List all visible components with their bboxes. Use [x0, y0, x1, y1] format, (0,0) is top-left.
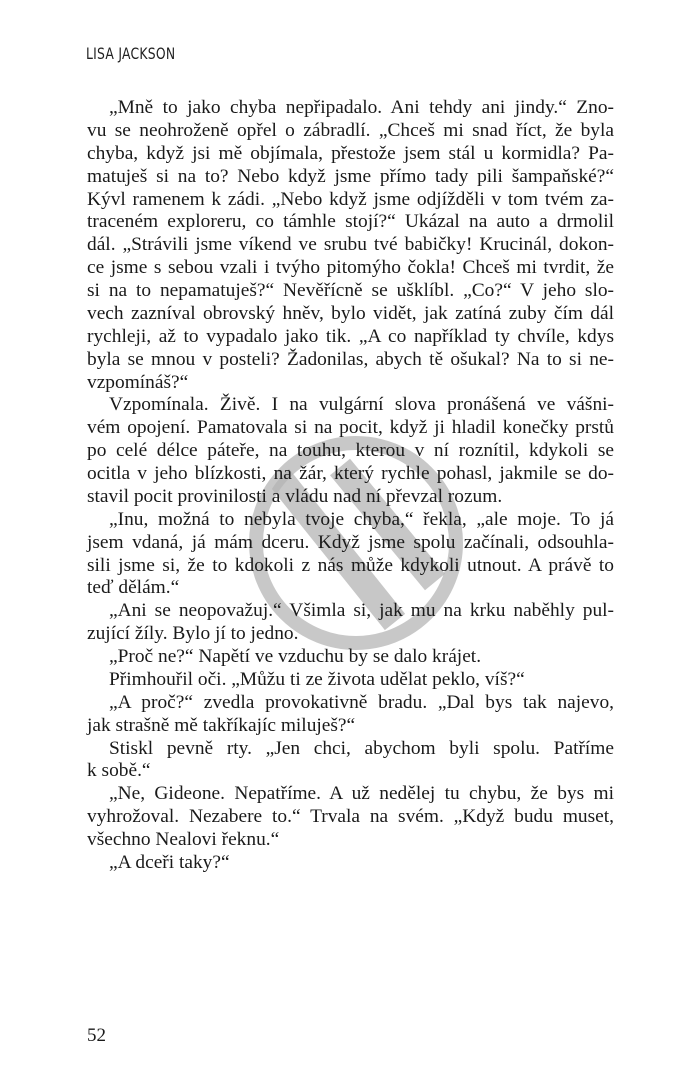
text-line: „A proč?“ zvedla provokativně bradu. „Dal bys tak najevo,	[109, 691, 614, 713]
text-line: vech zazníval obrovský hněv, bylo vidět, jak zatíná zuby čím dál	[87, 302, 614, 324]
text-line: vu se neohroženě opřel o zábradlí. „Chceš mi snad říct, že byla	[87, 119, 614, 141]
text-line: „Ani se neopovažuj.“ Všimla si, jak mu na krku naběhly pul-	[109, 600, 614, 622]
text-line: „Ne, Gideone. Nepatříme. A už nedělej tu chybu, že bys mi	[109, 783, 614, 805]
text-line: Stiskl pevně rty. „Jen chci, abychom byli spolu. Patříme	[109, 737, 614, 759]
text-line: rychleji, až to vypadalo jako tik. „A co například ty chvíle, kdys	[87, 325, 614, 347]
text-line: ocitla v jeho blízkosti, na žár, který rychle pohasl, jakmile se do-	[87, 463, 614, 484]
text-line: matuješ si na to? Nebo když jsme přímo tady pili šampaňské?“	[87, 165, 614, 187]
text-line: ce jsme s sebou vzali i tvýho pitomýho čokla! Chceš mi tvrdit, že	[87, 257, 614, 279]
text-line: vyhrožoval. Nezabere to.“ Trvala na svém. „Když budu muset,	[87, 806, 614, 828]
text-line: jak strašně mě takříkajíc miluješ?“	[87, 714, 356, 736]
text-line: „A dceři taky?“	[109, 851, 230, 873]
text-line: si na to nepamatuješ?“ Nevěřícně se ušklíbl. „Co?“ V jeho slo-	[87, 280, 614, 301]
text-line: jsem vdaná, já mám dceru. Když jsme spolu začínali, odsouhla-	[87, 531, 614, 553]
text-line: k sobě.“	[87, 760, 151, 782]
text-line: byla se mnou v posteli? Žadonilas, abych tě ošukal? Na to si ne-	[87, 348, 614, 370]
text-line: chyba, když jsi mě objímala, přestože jsem stál u kormidla? Pa-	[87, 142, 614, 164]
text-line: vzpomínáš?“	[87, 371, 189, 393]
text-line: „Mně to jako chyba nepřipadalo. Ani tehdy ani jindy.“ Zno-	[109, 97, 614, 118]
text-line: po celé délce páteře, na touhu, kterou v ní roznítil, kdykoli se	[87, 440, 614, 462]
page-number: 52	[87, 1025, 106, 1046]
running-header: LISA JACKSON	[86, 44, 176, 63]
body-text	[87, 97, 614, 875]
text-line: teď dělám.“	[87, 577, 180, 599]
text-line: traceném exploreru, co támhle stojí?“ Ukázal na auto a drmolil	[87, 211, 614, 233]
text-line: Kývl ramenem k zádi. „Nebo když jsme odjížděli v tom tvém za-	[87, 188, 614, 210]
text-line: „Inu, možná to nebyla tvoje chyba,“ řekla, „ale moje. To já	[109, 508, 614, 530]
text-line: vém opojení. Pamatovala si na pocit, když ji hladil konečky prstů	[87, 417, 614, 439]
text-line: zující žíly. Bylo jí to jedno.	[87, 623, 299, 645]
text-line: Přimhouřil oči. „Můžu ti ze života udělat peklo, víš?“	[109, 668, 525, 690]
text-line: Vzpomínala. Živě. I na vulgární slova pronášená ve vášni-	[109, 394, 614, 416]
text-line: sili jsme si, že to kdokoli z nás může kdykoli utnout. A právě to	[87, 554, 614, 576]
text-line: všechno Nealovi řeknu.“	[87, 829, 280, 850]
text-line: dál. „Strávili jsme víkend ve srubu tvé babičky! Krucinál, dokon-	[87, 234, 614, 256]
text-line: „Proč ne?“ Napětí ve vzduchu by se dalo krájet.	[109, 646, 482, 667]
text-line: stavil pocit provinilosti a vládu nad ní převzal rozum.	[87, 485, 503, 507]
